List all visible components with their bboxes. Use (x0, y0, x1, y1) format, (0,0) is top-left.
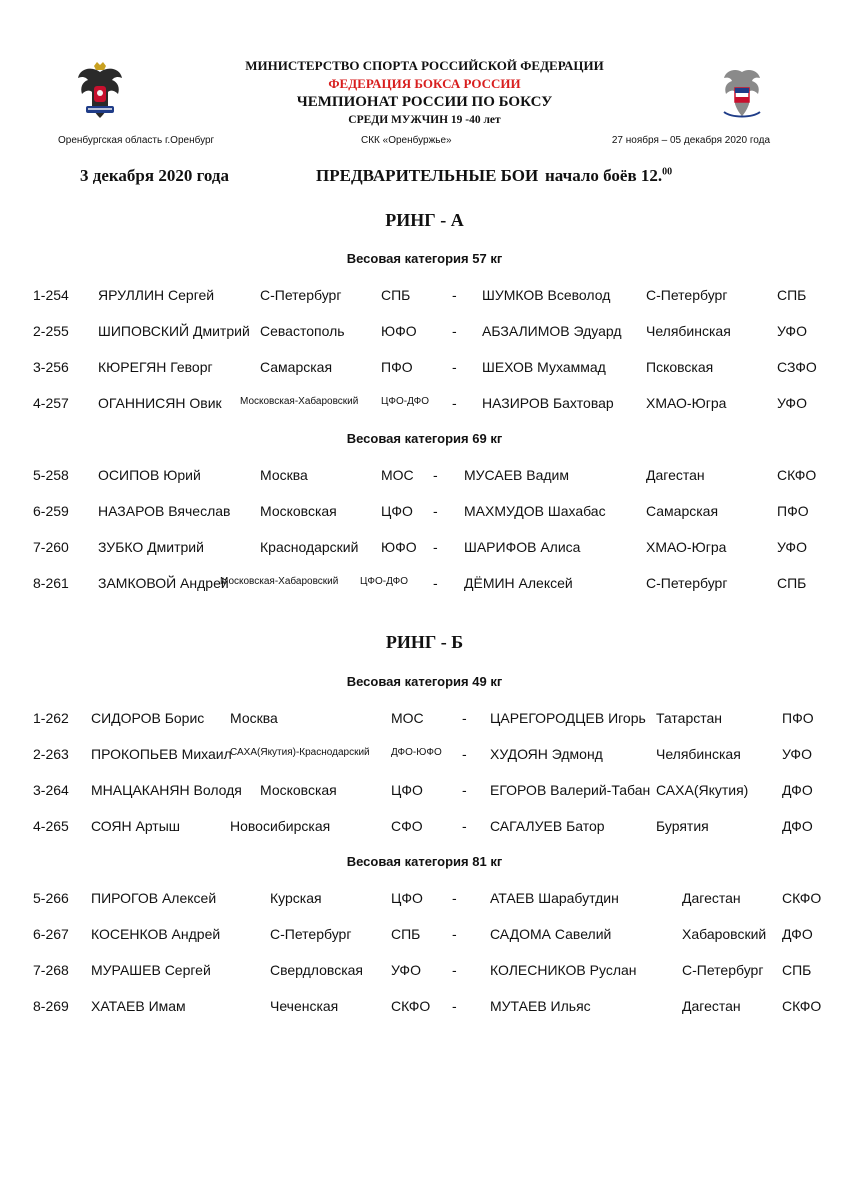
weight-category-title: Весовая категория 69 кг (346, 431, 503, 446)
bout-number: 7-260 (33, 539, 69, 555)
red-corner-name: ПРОКОПЬЕВ Михаил (91, 746, 232, 762)
blue-corner-name: САДОМА Савелий (490, 926, 612, 942)
blue-corner-name: АТАЕВ Шарабутдин (490, 890, 619, 906)
blue-corner-region: Бурятия (656, 818, 709, 834)
red-corner-region: Московская (260, 782, 337, 798)
red-corner-name: ЗУБКО Дмитрий (98, 539, 204, 555)
event-dates: 27 ноября – 05 декабря 2020 года (611, 135, 770, 146)
bout-number: 8-261 (33, 575, 69, 591)
bout-row (0, 323, 849, 343)
blue-corner-name: НАЗИРОВ Бахтовар (482, 395, 614, 411)
blue-corner-region: ХМАО-Югра (646, 539, 727, 555)
ring-b-title: РИНГ - Б (385, 632, 464, 652)
versus-dash: - (433, 503, 438, 519)
weight-category-title: Весовая категория 49 кг (346, 674, 503, 689)
blue-corner-region: Дагестан (646, 467, 705, 483)
bout-row (0, 926, 849, 946)
versus-dash: - (452, 890, 457, 906)
bout-number: 2-263 (33, 746, 69, 762)
bout-number: 3-264 (33, 782, 69, 798)
blue-corner-district: ДФО (782, 926, 813, 942)
weight-category-title: Весовая категория 57 кг (346, 251, 503, 266)
blue-corner-region: Хабаровский (682, 926, 767, 942)
red-corner-name: ЗАМКОВОЙ Андрей (98, 575, 229, 591)
red-corner-name: ХАТАЕВ Имам (91, 998, 186, 1014)
red-corner-region: Чеченская (270, 998, 339, 1014)
blue-corner-region: ХМАО-Югра (646, 395, 727, 411)
blue-corner-name: ЦАРЕГОРОДЦЕВ Игорь (490, 710, 646, 726)
day-date: 3 декабря 2020 года (80, 166, 229, 185)
red-corner-region: Москва (230, 710, 278, 726)
blue-corner-region: Челябинская (656, 746, 741, 762)
versus-dash: - (452, 962, 457, 978)
bout-number: 4-265 (33, 818, 69, 834)
bout-number: 5-266 (33, 890, 69, 906)
red-corner-region: С-Петербург (260, 287, 342, 303)
red-corner-district: СПБ (391, 926, 421, 942)
blue-corner-name: ШЕХОВ Мухаммад (482, 359, 606, 375)
bout-number: 5-258 (33, 467, 69, 483)
blue-corner-name: МУТАЕВ Ильяс (490, 998, 591, 1014)
red-corner-district: МОС (381, 467, 414, 483)
blue-corner-name: ЕГОРОВ Валерий-Табан (490, 782, 651, 798)
red-corner-name: ПИРОГОВ Алексей (91, 890, 217, 906)
red-corner-region: Самарская (260, 359, 333, 375)
blue-corner-name: ДЁМИН Алексей (464, 575, 573, 591)
bout-number: 6-267 (33, 926, 69, 942)
event-region: Оренбургская область г.Оренбург (58, 135, 215, 146)
bout-number: 4-257 (33, 395, 69, 411)
bout-row (0, 782, 849, 802)
versus-dash: - (433, 575, 438, 591)
versus-dash: - (462, 782, 467, 798)
blue-corner-region: Дагестан (682, 890, 741, 906)
blue-corner-name: ШУМКОВ Всеволод (482, 287, 611, 303)
bout-number: 7-268 (33, 962, 69, 978)
red-corner-district: ЦФО (391, 890, 423, 906)
red-corner-region: САХА(Якутия)-Краснодарский (230, 747, 370, 758)
blue-corner-district: УФО (777, 323, 807, 339)
blue-corner-region: Татарстан (656, 710, 723, 726)
blue-corner-district: СКФО (782, 998, 822, 1014)
blue-corner-name: ШАРИФОВ Алиса (464, 539, 581, 555)
versus-dash: - (462, 818, 467, 834)
bout-number: 3-256 (33, 359, 69, 375)
blue-corner-district: СКФО (782, 890, 822, 906)
red-corner-region: Московская-Хабаровский (220, 576, 339, 587)
red-corner-name: СОЯН Артыш (91, 818, 181, 834)
bout-row (0, 503, 849, 523)
blue-corner-district: ПФО (782, 710, 814, 726)
stage-title: ПРЕДВАРИТЕЛЬНЫЕ БОИ (316, 166, 539, 185)
red-corner-district: ЮФО (381, 323, 417, 339)
red-corner-district: ЦФО (381, 503, 413, 519)
blue-corner-region: Дагестан (682, 998, 741, 1014)
blue-corner-name: КОЛЕСНИКОВ Руслан (490, 962, 637, 978)
blue-corner-district: СПБ (777, 287, 807, 303)
bout-number: 8-269 (33, 998, 69, 1014)
ministry-title: МИНИСТЕРСТВО СПОРТА РОССИЙСКОЙ ФЕДЕРАЦИИ (245, 58, 604, 73)
blue-corner-district: СКФО (777, 467, 817, 483)
bout-row (0, 890, 849, 910)
blue-corner-district: СПБ (782, 962, 812, 978)
blue-corner-district: ДФО (782, 782, 813, 798)
versus-dash: - (452, 926, 457, 942)
blue-corner-district: СПБ (777, 575, 807, 591)
red-corner-district: СФО (391, 818, 423, 834)
blue-corner-region: САХА(Якутия) (656, 782, 749, 798)
blue-corner-name: МАХМУДОВ Шахабас (464, 503, 606, 519)
versus-dash: - (462, 746, 467, 762)
red-corner-district: ЦФО (391, 782, 423, 798)
blue-corner-region: С-Петербург (646, 575, 728, 591)
weight-category-title: Весовая категория 81 кг (346, 854, 503, 869)
red-corner-district: ЦФО-ДФО (360, 576, 409, 587)
bout-number: 2-255 (33, 323, 69, 339)
versus-dash: - (452, 395, 457, 411)
red-corner-region: Московская-Хабаровский (240, 396, 359, 407)
red-corner-region: Московская (260, 503, 337, 519)
red-corner-name: ЯРУЛЛИН Сергей (98, 287, 215, 303)
blue-corner-district: УФО (777, 395, 807, 411)
blue-corner-region: С-Петербург (646, 287, 728, 303)
bout-number: 6-259 (33, 503, 69, 519)
red-corner-district: ДФО-ЮФО (391, 747, 442, 758)
bout-row (0, 395, 849, 415)
blue-corner-name: АБЗАЛИМОВ Эдуард (482, 323, 622, 339)
blue-corner-region: Челябинская (646, 323, 731, 339)
bout-row (0, 818, 849, 838)
blue-corner-district: СЗФО (777, 359, 817, 375)
versus-dash: - (462, 710, 467, 726)
red-corner-region: Свердловская (270, 962, 364, 978)
event-venue: СКК «Оренбуржье» (361, 135, 452, 146)
championship-title: ЧЕМПИОНАТ РОССИИ ПО БОКСУ (296, 94, 553, 110)
federation-title: ФЕДЕРАЦИЯ БОКСА РОССИИ (328, 76, 521, 91)
versus-dash: - (452, 287, 457, 303)
blue-corner-district: УФО (782, 746, 812, 762)
red-corner-region: Москва (260, 467, 308, 483)
red-corner-district: ПФО (381, 359, 413, 375)
red-corner-region: Курская (270, 890, 322, 906)
bout-row (0, 710, 849, 730)
red-corner-name: ОГАННИСЯН Овик (98, 395, 222, 411)
bout-row (0, 287, 849, 307)
championship-subtitle: СРЕДИ МУЖЧИН 19 -40 лет (348, 114, 501, 126)
start-time-minutes: 00 (662, 166, 673, 178)
red-corner-region: С-Петербург (270, 926, 352, 942)
blue-corner-region: Самарская (646, 503, 719, 519)
blue-corner-district: УФО (777, 539, 807, 555)
versus-dash: - (433, 467, 438, 483)
red-corner-name: ОСИПОВ Юрий (98, 467, 201, 483)
red-corner-region: Севастополь (260, 323, 345, 339)
red-corner-name: КЮРЕГЯН Геворг (98, 359, 213, 375)
blue-corner-name: САГАЛУЕВ Батор (490, 818, 605, 834)
bout-row (0, 962, 849, 982)
bout-row (0, 998, 849, 1018)
ring-a-title: РИНГ - А (385, 210, 464, 230)
red-corner-district: УФО (391, 962, 421, 978)
red-corner-district: СПБ (381, 287, 411, 303)
red-corner-name: КОСЕНКОВ Андрей (91, 926, 221, 942)
red-corner-region: Новосибирская (230, 818, 331, 834)
start-time (545, 166, 672, 186)
red-corner-region: Краснодарский (260, 539, 359, 555)
bout-number: 1-254 (33, 287, 69, 303)
red-corner-district: СКФО (391, 998, 431, 1014)
versus-dash: - (452, 323, 457, 339)
bout-row (0, 467, 849, 487)
bout-row (0, 575, 849, 595)
blue-corner-name: МУСАЕВ Вадим (464, 467, 569, 483)
versus-dash: - (452, 359, 457, 375)
versus-dash: - (452, 998, 457, 1014)
red-corner-name: МНАЦАКАНЯН Володя (91, 782, 242, 798)
blue-corner-region: Псковская (646, 359, 714, 375)
bout-row (0, 359, 849, 379)
red-corner-name: НАЗАРОВ Вячеслав (98, 503, 231, 519)
red-corner-district: ЦФО-ДФО (381, 396, 430, 407)
red-corner-name: СИДОРОВ Борис (91, 710, 205, 726)
blue-corner-region: С-Петербург (682, 962, 764, 978)
red-corner-name: МУРАШЕВ Сергей (91, 962, 211, 978)
versus-dash: - (433, 539, 438, 555)
blue-corner-district: ДФО (782, 818, 813, 834)
red-corner-name: ШИПОВСКИЙ Дмитрий (98, 323, 250, 339)
bout-row (0, 746, 849, 766)
bout-number: 1-262 (33, 710, 69, 726)
start-time-label: начало боёв 12. (545, 166, 663, 185)
red-corner-district: МОС (391, 710, 424, 726)
blue-corner-name: ХУДОЯН Эдмонд (490, 746, 603, 762)
red-corner-district: ЮФО (381, 539, 417, 555)
blue-corner-district: ПФО (777, 503, 809, 519)
bout-row (0, 539, 849, 559)
